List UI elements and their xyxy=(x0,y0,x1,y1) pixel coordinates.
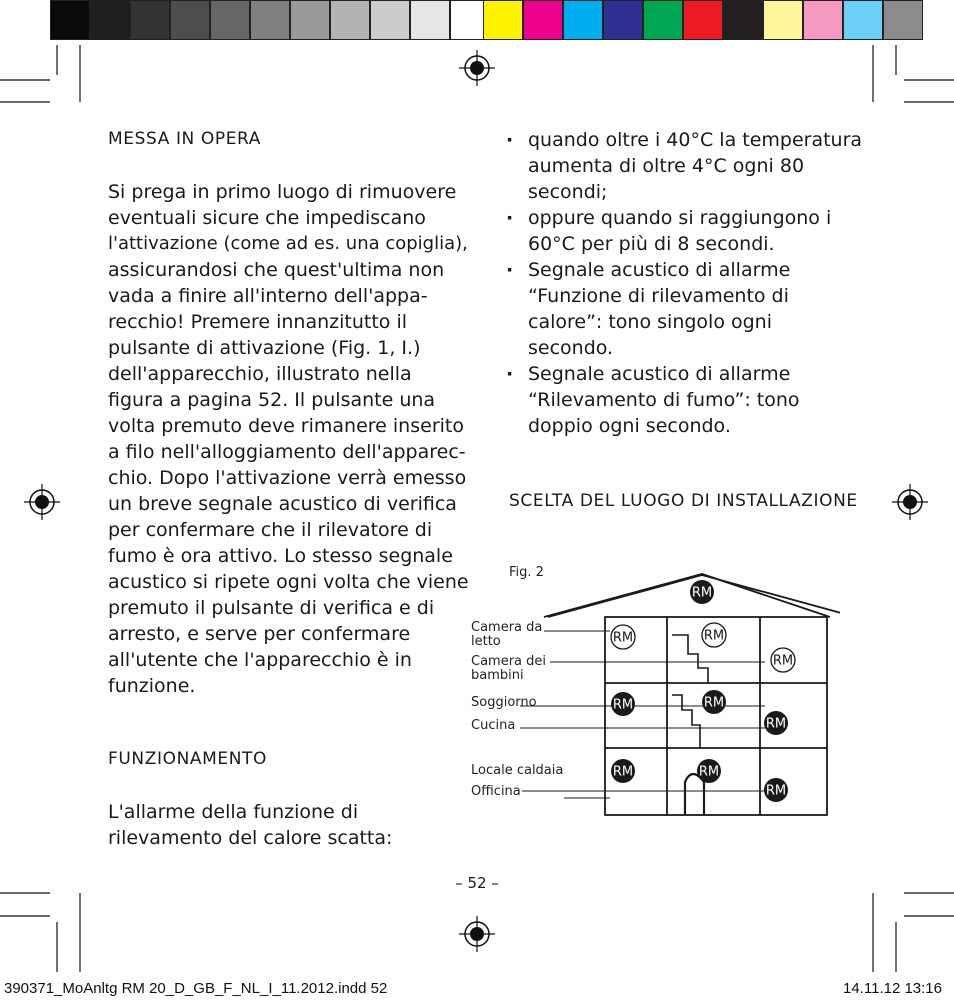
detector-label-text: RM xyxy=(765,716,787,732)
text-line: l'attivazione (come ad es. una copiglia), xyxy=(108,233,468,254)
label-line: letto xyxy=(471,634,501,649)
text-line: · Segnale acustico di allarme xyxy=(528,363,791,385)
text-line: 60°C per più di 8 secondi. xyxy=(528,233,775,255)
text-line: figura a pagina 52. Il pulsante una xyxy=(108,389,436,411)
detector-label-text: RM xyxy=(612,697,634,713)
registration-mark xyxy=(892,484,928,520)
room-label-workshop: Officina xyxy=(471,784,521,799)
text-line: a filo nell'alloggiamento dell'apparec- xyxy=(108,441,466,463)
text-line: arresto, e serve per confermare xyxy=(108,623,411,645)
text-line: aumenta di oltre 4°C ogni 80 xyxy=(528,155,805,177)
detector-label-text: RM xyxy=(703,628,725,644)
smoke-detector-roof xyxy=(690,580,714,604)
bullet-item xyxy=(506,127,866,205)
smoke-detector-bedroom xyxy=(611,625,635,649)
text-line: · quando oltre i 40°C la temperatura xyxy=(528,129,863,151)
smoke-detector-living-room xyxy=(611,692,635,716)
text-line: doppio ogni secondo. xyxy=(528,415,731,437)
figure-caption: Fig. 2 xyxy=(509,565,544,580)
smoke-detector-boiler-room xyxy=(611,759,635,783)
function-paragraph xyxy=(108,799,458,851)
text-line: “Rilevamento di fumo”: tono xyxy=(528,389,800,411)
detector-label-text: RM xyxy=(765,783,787,799)
text-line: “Funzione di rilevamento di xyxy=(528,285,789,307)
text-line: secondi; xyxy=(528,181,608,203)
smoke-detector-kitchen xyxy=(764,711,788,735)
section-heading-setup: MESSA IN OPERA xyxy=(108,129,261,149)
alarm-bullet-list xyxy=(506,127,866,439)
text-line: fumo è ora attivo. Lo stesso segnale xyxy=(108,545,453,567)
bullet-item xyxy=(506,205,866,257)
detector-label-text: RM xyxy=(612,630,634,646)
text-line: recchio! Premere innanzitutto il xyxy=(108,311,408,333)
section-heading-function: FUNZIONAMENTO xyxy=(108,749,268,769)
label-line: Camera da xyxy=(471,620,543,635)
label-line: bambini xyxy=(471,668,524,683)
text-line: dell'apparecchio, illustrato nella xyxy=(108,363,412,385)
label-line: Camera dei xyxy=(471,654,547,669)
section-heading-location: SCELTA DEL LUOGO DI INSTALLAZIONE xyxy=(509,491,858,511)
text-line: eventuali sicure che impediscano xyxy=(108,207,426,229)
text-line: volta premuto deve rimanere inserito xyxy=(108,415,464,437)
room-label-boiler-room: Locale caldaia xyxy=(471,763,564,778)
smoke-detector-kids-room xyxy=(771,648,795,672)
text-line: un breve segnale acustico di verifica xyxy=(108,493,457,515)
room-label-kids-room xyxy=(471,655,546,683)
text-line: funzione. xyxy=(108,675,196,697)
text-line: calore”: tono singolo ogni xyxy=(528,311,772,333)
room-label-kitchen: Cucina xyxy=(471,718,516,733)
text-line: assicurandosi che quest'ultima non xyxy=(108,259,445,281)
detector-label-text: RM xyxy=(691,585,713,601)
detector-label-text: RM xyxy=(612,764,634,780)
text-line: chio. Dopo l'attivazione verrà emesso xyxy=(108,467,467,489)
smoke-detector-stairwell-middle xyxy=(702,690,726,714)
bullet-item xyxy=(506,361,866,439)
text-line: acustico si ripete ogni volta che viene xyxy=(108,571,469,593)
smoke-detector-basement-stairs xyxy=(697,759,721,783)
text-line: rilevamento del calore scatta: xyxy=(108,827,393,849)
text-line: · Segnale acustico di allarme xyxy=(528,259,791,281)
smoke-detector-workshop xyxy=(764,778,788,802)
text-line: premuto il pulsante di verifica e di xyxy=(108,597,435,619)
slug-datetime: 14.11.12 13:16 xyxy=(843,980,942,997)
registration-mark xyxy=(24,484,60,520)
text-line: per confermare che il rilevatore di xyxy=(108,519,433,541)
room-label-living-room: Soggiorno xyxy=(471,695,537,710)
detector-label-text: RM xyxy=(703,695,725,711)
text-line: Si prega in primo luogo di rimuovere xyxy=(108,181,457,203)
smoke-detector-stairwell-top xyxy=(702,623,726,647)
text-line: L'allarme della funzione di xyxy=(108,801,359,823)
page-number: – 52 – xyxy=(455,874,499,892)
bullet-item xyxy=(506,257,866,361)
registration-mark xyxy=(459,50,495,86)
setup-paragraph xyxy=(108,179,469,699)
text-line: secondo. xyxy=(528,337,614,359)
text-line: vada a finire all'interno dell'appa- xyxy=(108,285,428,307)
detector-label-text: RM xyxy=(698,764,720,780)
text-line: · oppure quando si raggiungono i xyxy=(528,207,832,229)
room-label-bedroom xyxy=(471,621,542,649)
registration-mark xyxy=(459,916,495,952)
detector-label-text: RM xyxy=(772,653,794,669)
slug-filename: 390371_MoAnltg RM 20_D_GB_F_NL_I_11.2012.indd 52 xyxy=(4,980,388,997)
text-line: pulsante di attivazione (Fig. 1, I.) xyxy=(108,337,421,359)
text-line: all'utente che l'apparecchio è in xyxy=(108,649,412,671)
